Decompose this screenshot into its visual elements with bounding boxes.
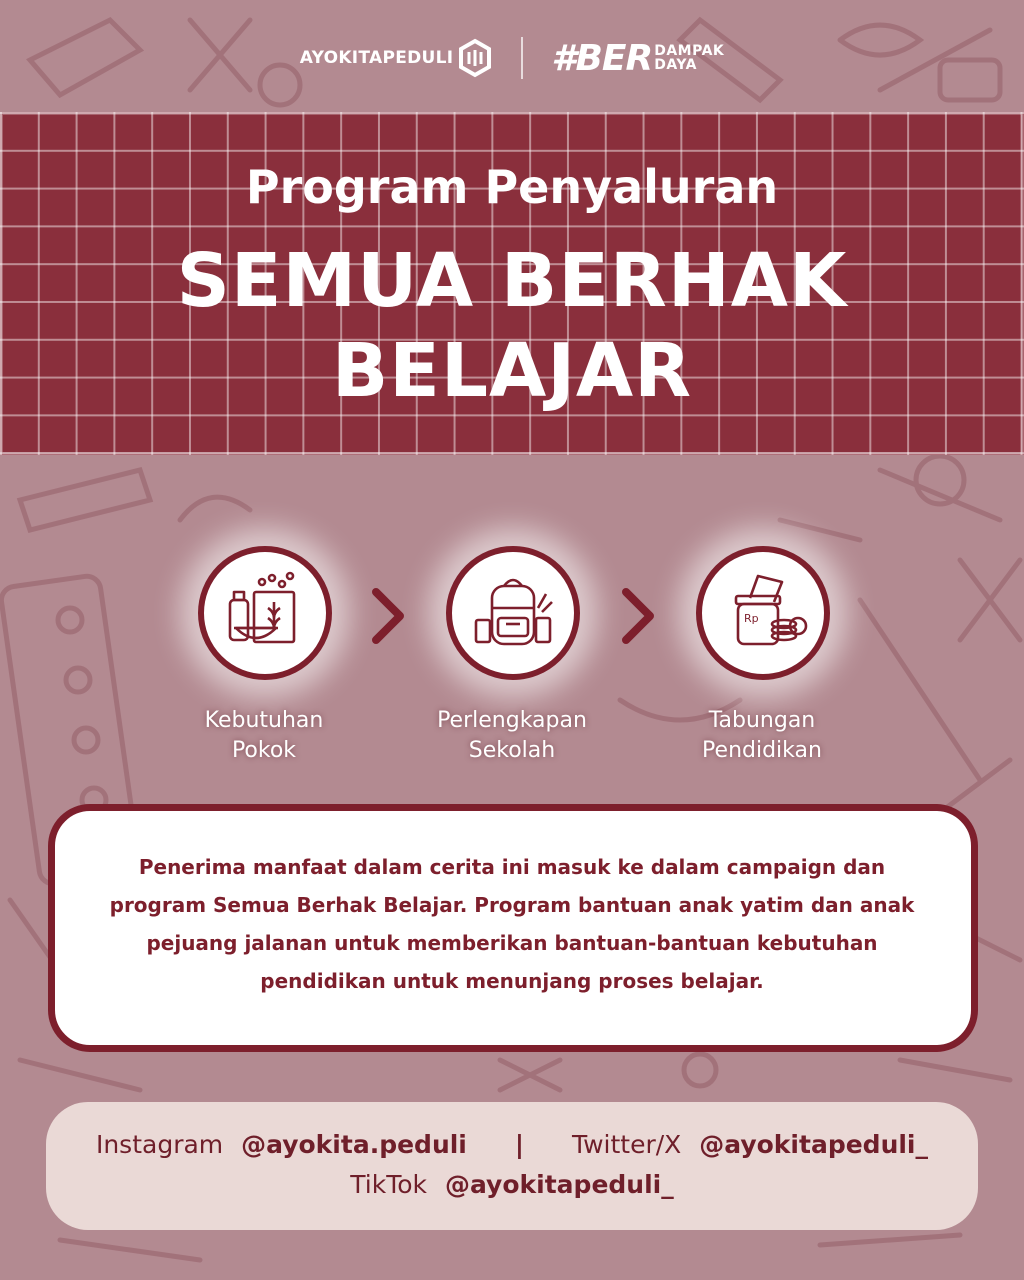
step3-line1: Tabungan	[708, 708, 816, 733]
step3-line2: Pendidikan	[702, 738, 822, 763]
savings-jar-icon	[718, 568, 808, 658]
jar-rp-label: Rp	[744, 612, 759, 625]
info-line-2: program Semua Berhak Belajar. Program bantuan anak yatim dan anak	[109, 893, 915, 917]
step-label-kebutuhan-pokok	[139, 706, 389, 766]
step1-line1: Kebutuhan	[204, 708, 324, 733]
berdampak-berdaya-hashtag	[551, 38, 724, 79]
step2-line2: Sekolah	[468, 738, 556, 763]
instagram-label: Instagram	[95, 1130, 224, 1159]
chevron-right-icon	[618, 586, 658, 646]
step-circle-kebutuhan	[198, 546, 332, 680]
brand-name: AYOKITAPEDULI	[299, 48, 454, 68]
groceries-icon	[220, 568, 310, 658]
step-label-perlengkapan-sekolah	[387, 706, 637, 766]
info-line-1: Penerima manfaat dalam cerita ini masuk ke dalam campaign dan	[138, 855, 886, 879]
program-title-line2: BELAJAR	[331, 328, 693, 414]
step-label-tabungan-pendidikan	[637, 706, 887, 766]
header-separator	[521, 37, 523, 79]
info-line-3: pejuang jalanan untuk memberikan bantuan-bantuan kebutuhan	[146, 931, 878, 955]
program-title-line1: SEMUA BERHAK	[176, 238, 848, 324]
chevron-right-icon	[368, 586, 408, 646]
social-line-2	[46, 1170, 978, 1199]
hashtag-bottom: DAYA	[654, 57, 697, 73]
step1-line2: Pokok	[231, 738, 297, 763]
ayokitapeduli-logo	[300, 38, 494, 78]
backpack-icon	[468, 568, 558, 658]
hashtag-main: #BER	[551, 37, 653, 79]
step-circle-perlengkapan	[446, 546, 580, 680]
step-circle-tabungan	[696, 546, 830, 680]
hexagon-logo-icon	[457, 38, 493, 78]
header-logos	[0, 30, 1024, 86]
twitter-handle[interactable]: @ayokitapeduli_	[699, 1130, 929, 1159]
program-subtitle: Program Penyaluran	[245, 160, 779, 214]
info-description	[70, 848, 954, 1000]
step2-line1: Perlengkapan	[437, 708, 587, 733]
hashtag-top: DAMPAK	[654, 43, 725, 59]
program-title	[0, 236, 1024, 416]
social-media-box	[46, 1102, 978, 1230]
social-divider: |	[514, 1130, 524, 1159]
info-line-4: pendidikan untuk menunjang proses belajar.	[260, 969, 764, 993]
tiktok-handle[interactable]: @ayokitapeduli_	[444, 1170, 674, 1199]
social-line-1	[46, 1130, 978, 1159]
twitter-label: Twitter/X	[571, 1130, 682, 1159]
tiktok-label: TikTok	[350, 1170, 427, 1199]
instagram-handle[interactable]: @ayokita.peduli	[241, 1130, 467, 1159]
